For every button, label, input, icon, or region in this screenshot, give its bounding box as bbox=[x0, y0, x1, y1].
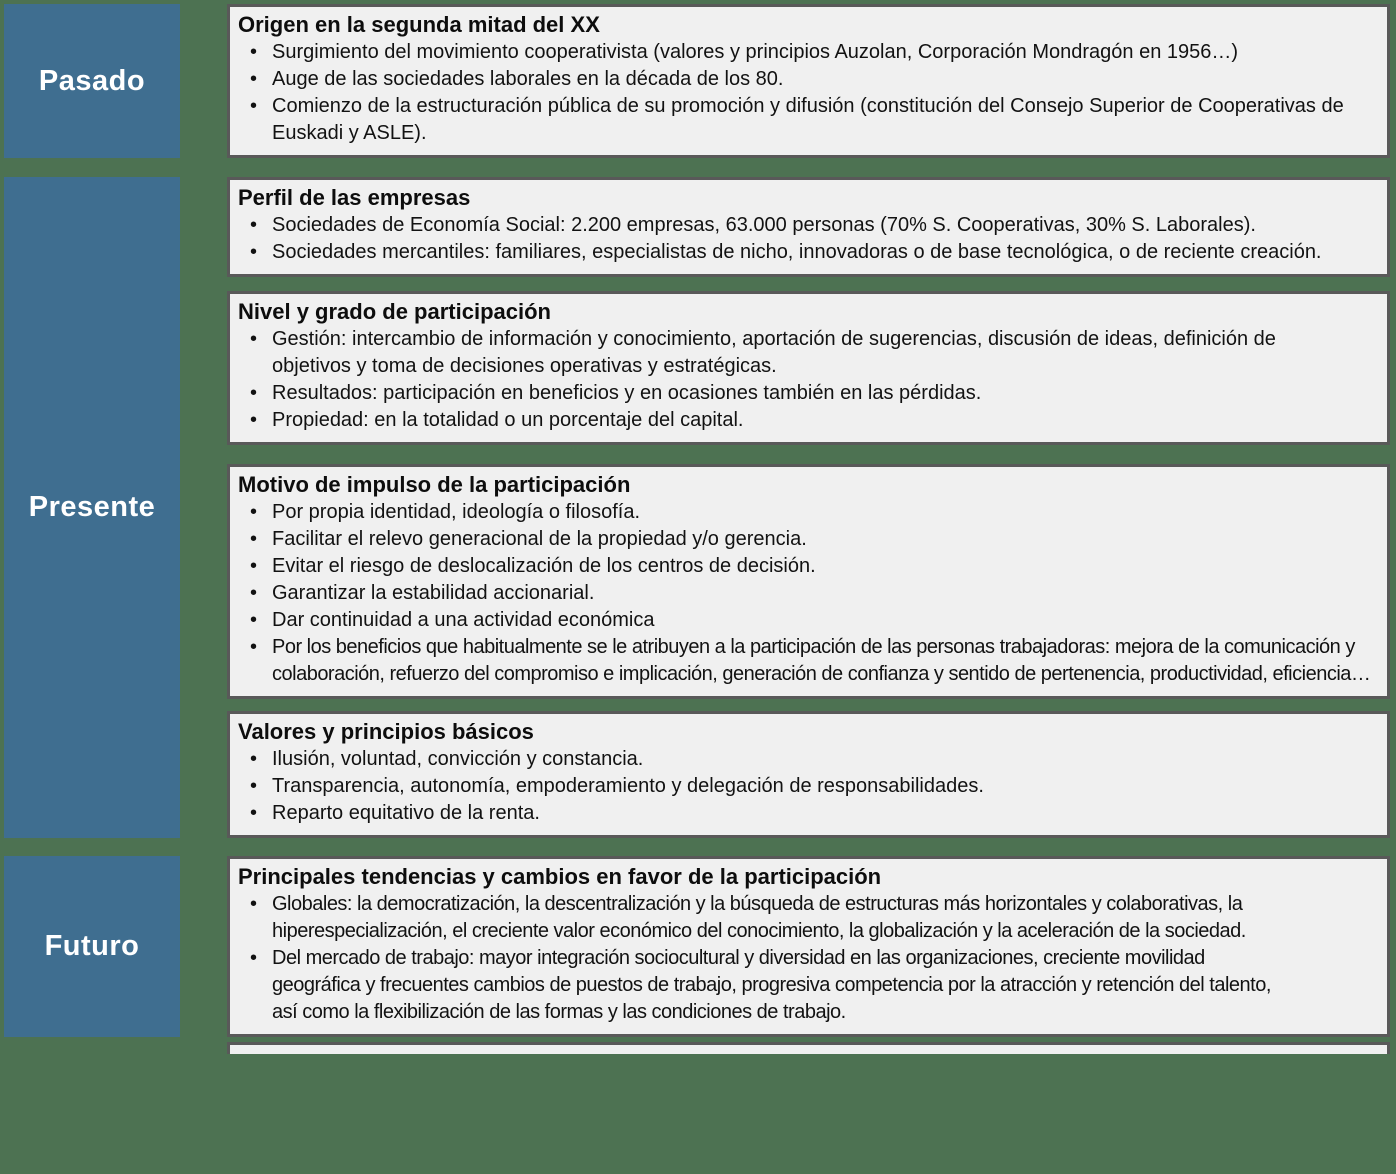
bullet-item: • Ilusión, voluntad, convicción y constancia. bbox=[238, 746, 1379, 773]
timeline-row-present bbox=[4, 177, 1390, 838]
card-title-tendencias: Principales tendencias y cambios en favor de la participación bbox=[238, 864, 882, 889]
cards-column-future bbox=[227, 856, 1390, 1037]
bullet-list-perfil bbox=[238, 212, 1379, 266]
bullet-item: • Sociedades de Economía Social: 2.200 empresas, 63.000 personas (70% S. Cooperativas, 30% S. Laborales). bbox=[238, 212, 1332, 239]
bullet-item: • Surgimiento del movimiento cooperativista (valores y principios Auzolan, Corporación Mondragón en 1956…) bbox=[238, 39, 1379, 66]
bullet-item: • Gestión: intercambio de información y conocimiento, aportación de sugerencias, discusión de ideas, definición de objetivos y toma de decisiones operativas y estratégicas. bbox=[238, 326, 1312, 380]
cards-column-present bbox=[227, 177, 1390, 838]
bullet-item: • Reparto equitativo de la renta. bbox=[238, 800, 1379, 827]
card-title-perfil: Perfil de las empresas bbox=[238, 185, 471, 210]
bullet-item: • Auge de las sociedades laborales en la década de los 80. bbox=[238, 66, 1379, 93]
bullet-item: • Facilitar el relevo generacional de la propiedad y/o gerencia. bbox=[238, 526, 1379, 553]
bullet-item: • Por propia identidad, ideología o filosofía. bbox=[238, 499, 1379, 526]
bullet-item: • Del mercado de trabajo: mayor integración sociocultural y diversidad en las organizaciones, creciente movilidad geográfica y frecuentes cambios de puestos de trabajo, progresiva competencia por la atracción y retención del talento, así como la flexibilización de las formas y las condiciones de trabajo. bbox=[238, 945, 1280, 1026]
bullet-item: • Transparencia, autonomía, empoderamiento y delegación de responsabilidades. bbox=[238, 773, 1379, 800]
bullet-list-origen bbox=[238, 39, 1379, 147]
bullet-item: • Dar continuidad a una actividad económica bbox=[238, 607, 1379, 634]
card-title-nivel: Nivel y grado de participación bbox=[238, 299, 551, 324]
bullet-list-nivel bbox=[238, 326, 1379, 434]
timeline-row-overflow bbox=[4, 1042, 1390, 1054]
next-card-edge bbox=[227, 1042, 1390, 1054]
era-spacer bbox=[4, 1042, 180, 1054]
bullet-list-valores bbox=[238, 746, 1379, 827]
era-label-pasado: Pasado bbox=[4, 4, 180, 158]
card-motivo-impulso bbox=[227, 464, 1390, 699]
era-label-futuro: Futuro bbox=[4, 856, 180, 1037]
card-tendencias-cambios bbox=[227, 856, 1390, 1037]
card-valores-principios bbox=[227, 711, 1390, 838]
bullet-list-tendencias bbox=[238, 891, 1379, 1026]
era-label-presente: Presente bbox=[4, 177, 180, 838]
bullet-item: • Comienzo de la estructuración pública de su promoción y difusión (constitución del Consejo Superior de Cooperativas de Euskadi y ASLE). bbox=[238, 93, 1379, 147]
card-title-origen: Origen en la segunda mitad del XX bbox=[238, 12, 600, 37]
timeline-row-past bbox=[4, 4, 1390, 158]
bullet-item: • Sociedades mercantiles: familiares, especialistas de nicho, innovadoras o de base tecnológica, o de reciente creación. bbox=[238, 239, 1332, 266]
bullet-item: • Resultados: participación en beneficios y en ocasiones también en las pérdidas. bbox=[238, 380, 1312, 407]
cards-column-past bbox=[227, 4, 1390, 158]
bullet-item: • Propiedad: en la totalidad o un porcentaje del capital. bbox=[238, 407, 1312, 434]
card-title-valores: Valores y principios básicos bbox=[238, 719, 534, 744]
card-title-motivo: Motivo de impulso de la participación bbox=[238, 472, 631, 497]
bullet-list-motivo bbox=[238, 499, 1379, 688]
card-origen bbox=[227, 4, 1390, 158]
bullet-item: • Evitar el riesgo de deslocalización de los centros de decisión. bbox=[238, 553, 1379, 580]
bullet-item: • Garantizar la estabilidad accionarial. bbox=[238, 580, 1379, 607]
timeline-row-future bbox=[4, 856, 1390, 1037]
card-perfil-empresas bbox=[227, 177, 1390, 277]
bullet-item: • Por los beneficios que habitualmente se le atribuyen a la participación de las personas trabajadoras: mejora de la comunicación y colaboración, refuerzo del compromiso e implicación, generación de confianza y sentido de pertenencia, productividad, eficiencia… bbox=[238, 634, 1379, 688]
bullet-item: • Globales: la democratización, la descentralización y la búsqueda de estructuras más horizontales y colaborativas, la hiperespecialización, el creciente valor económico del conocimiento, la globalización y la aceleración de la sociedad. bbox=[238, 891, 1280, 945]
card-nivel-participacion bbox=[227, 291, 1390, 445]
